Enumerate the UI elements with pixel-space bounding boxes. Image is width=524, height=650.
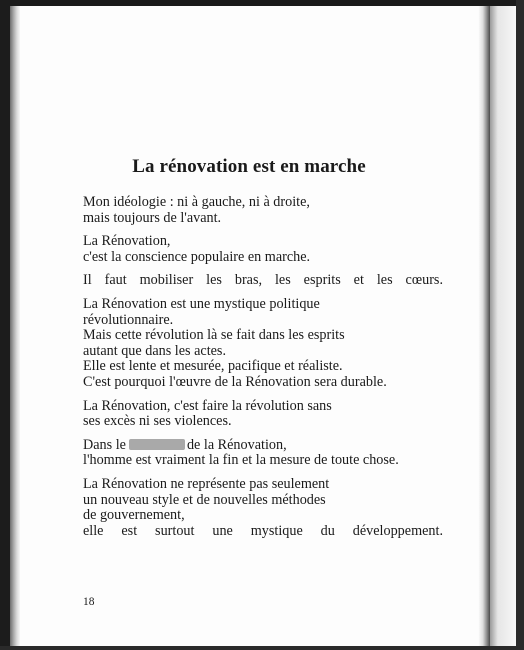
book-gutter <box>10 6 20 646</box>
text-fragment: Dans le <box>83 436 126 453</box>
text-line: La Rénovation est une mystique politique <box>83 295 320 312</box>
text-line: C'est pourquoi l'œuvre de la Rénovation sera durable. <box>83 373 387 390</box>
book-page <box>20 6 478 646</box>
text-line: ses excès ni ses violences. <box>83 413 232 430</box>
text-line: Mon idéologie : ni à gauche, ni à droite, <box>83 194 310 210</box>
text-line <box>83 438 443 454</box>
scan-border-right <box>516 0 524 650</box>
text-line: elle est surtout une mystique du développement. <box>83 522 443 539</box>
scan-border-left <box>0 0 10 650</box>
paragraph-mystique-politique <box>83 297 443 391</box>
paragraph-revolution-sans-exces <box>83 399 443 430</box>
text-line: La Rénovation ne représente pas seulement <box>83 475 330 492</box>
page-number: 18 <box>83 596 95 608</box>
paragraph-homme-mesure <box>83 438 443 469</box>
text-line: Il faut mobiliser les bras, les esprits et les cœurs. <box>83 272 443 289</box>
paragraph-conscience <box>83 234 443 265</box>
text-line: autant que dans les actes. <box>83 342 227 359</box>
text-line: un nouveau style et de nouvelles méthodes <box>83 491 326 508</box>
page-title: La rénovation est en marche <box>132 156 366 177</box>
text-fragment: de la Rénovation, <box>186 436 287 453</box>
redacted-word <box>129 439 185 450</box>
page-body <box>83 195 443 547</box>
text-line: La Rénovation, c'est faire la révolution sans <box>83 397 332 414</box>
text-line: La Rénovation, <box>83 233 171 250</box>
text-line: mais toujours de l'avant. <box>83 209 222 226</box>
text-line: c'est la conscience populaire en marche. <box>83 248 311 265</box>
text-line: Mais cette révolution là se fait dans les esprits <box>83 327 345 344</box>
text-line: l'homme est vraiment la fin et la mesure de toute chose. <box>83 452 399 469</box>
page-fold <box>478 6 490 646</box>
paragraph-mobiliser <box>83 273 443 289</box>
text-line: Elle est lente et mesurée, pacifique et réaliste. <box>83 358 343 375</box>
next-page-edge <box>490 6 516 646</box>
text-line: de gouvernement, <box>83 507 185 524</box>
scan-border-bottom <box>0 646 524 650</box>
paragraph-developpement <box>83 477 443 539</box>
text-line: révolutionnaire. <box>83 311 174 328</box>
paragraph-ideology <box>83 195 443 226</box>
